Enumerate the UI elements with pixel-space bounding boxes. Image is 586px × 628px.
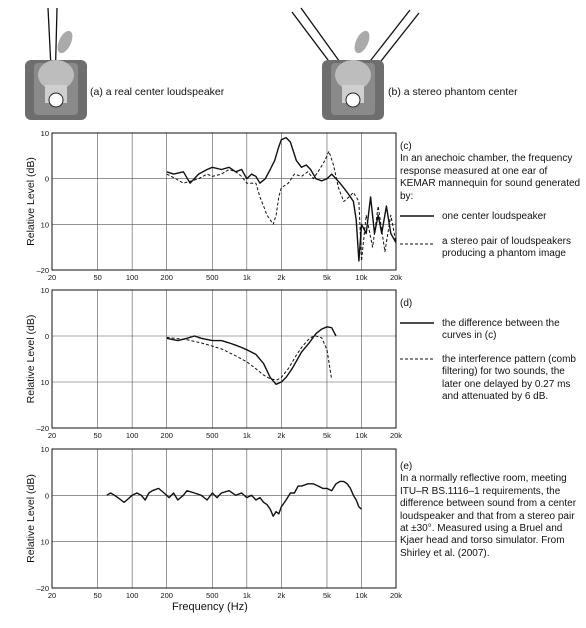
x-tick-label-d-5k: 5k — [323, 431, 331, 440]
x-tick-label-c-20: 20 — [47, 273, 57, 282]
y-tick-label-e-1: 0 — [44, 491, 49, 501]
x-tick-label-c-1k: 1k — [242, 273, 251, 282]
x-axis-title: Frequency (Hz) — [172, 601, 248, 613]
x-tick-label-e-2k: 2k — [277, 591, 286, 600]
x-tick-label-d-20: 20 — [47, 431, 57, 440]
y-axis-title-d: Relative Level (dB) — [25, 314, 37, 404]
y-tick-label-e-2: 10 — [40, 537, 49, 547]
x-tick-label-e-500: 500 — [206, 591, 219, 600]
legend-d-solid-label: the difference between the curves in (c) — [442, 318, 560, 342]
series-d-dashed — [167, 336, 332, 380]
x-tick-label-c-2k: 2k — [277, 273, 286, 282]
person-arm-a — [54, 29, 75, 56]
x-tick-label-c-5k: 5k — [323, 273, 331, 282]
x-tick-label-d-10k: 10k — [355, 431, 368, 440]
y-tick-label-e-0: 10 — [40, 445, 49, 454]
x-tick-label-d-200: 200 — [160, 431, 173, 440]
legend-c-dashed-label: a stereo pair of loudspeakers producing a phantom image — [442, 236, 571, 260]
x-tick-label-d-2k: 2k — [277, 431, 286, 440]
caption-c — [400, 141, 582, 203]
x-tick-label-c-200: 200 — [160, 273, 173, 282]
y-tick-label-d-3: –20 — [36, 424, 49, 433]
x-tick-label-d-1k: 1k — [242, 431, 251, 440]
legend-c-solid-label: one center loudspeaker — [442, 211, 547, 222]
y-tick-label-c-0: 10 — [40, 129, 49, 138]
panel-d — [25, 286, 434, 440]
y-tick-label-d-1: 0 — [44, 332, 49, 341]
x-tick-label-c-20k: 20k — [389, 273, 403, 282]
label-a: (a) a real center loudspeaker — [90, 86, 225, 98]
y-tick-label-c-3: –20 — [36, 266, 49, 275]
y-tick-label-d-2: 10 — [40, 378, 49, 387]
illustration-b — [292, 8, 419, 120]
series-d-solid — [167, 327, 336, 385]
caption-e-text: In a normally reflective room, meeting ITU–R BS.1116–1 requirements, the difference between sound from a center loudspeaker and that from a stereo pair at ±30°. Measured using a Bruel and Kjaer head and torso simulator. From Shirley et al. (2007). — [400, 473, 577, 559]
x-tick-label-d-20k: 20k — [389, 431, 403, 440]
caption-e-letter: (e) — [400, 461, 413, 472]
person-head-b — [346, 93, 360, 107]
x-tick-label-e-1k: 1k — [242, 591, 251, 600]
x-tick-label-d-100: 100 — [125, 431, 139, 440]
label-b: (b) a stereo phantom center — [388, 86, 518, 98]
x-tick-label-e-10k: 10k — [355, 591, 368, 600]
y-axis-title-e: Relative Level (dB) — [25, 474, 37, 563]
x-tick-label-e-50: 50 — [93, 591, 102, 600]
frame-e — [52, 449, 396, 588]
x-tick-label-c-100: 100 — [125, 273, 139, 282]
caption-c-letter: (c) — [400, 141, 412, 152]
y-axis-title-c: Relative Level (dB) — [25, 157, 37, 246]
x-tick-label-e-100: 100 — [125, 591, 139, 600]
x-tick-label-c-10k: 10k — [355, 273, 368, 282]
panel-e — [25, 445, 402, 600]
x-tick-label-e-200: 200 — [160, 591, 173, 600]
x-tick-label-c-50: 50 — [93, 273, 102, 282]
x-tick-label-c-500: 500 — [206, 273, 219, 282]
x-tick-label-e-20: 20 — [47, 591, 57, 600]
panel-c — [25, 129, 434, 282]
illustration-a — [25, 8, 87, 120]
y-tick-label-e-3: –20 — [36, 584, 49, 593]
y-tick-label-d-0: 10 — [40, 286, 49, 295]
x-tick-label-d-50: 50 — [93, 431, 102, 440]
legend-d-dashed-label: the interference pattern (comb filtering) for two sounds, the later one delayed by 0.27 ms and attenuated by 6 dB. — [442, 354, 576, 403]
y-tick-label-c-2: 10 — [40, 220, 49, 230]
caption-c-text: In an anechoic chamber, the frequency response measured at one ear of KEMAR mannequin for sound generated by: — [400, 153, 581, 202]
caption-e — [400, 461, 582, 560]
caption-d-letter: (d) — [400, 298, 413, 309]
person-arm-b — [351, 29, 372, 56]
x-tick-label-e-20k: 20k — [389, 591, 403, 600]
x-tick-label-e-5k: 5k — [323, 591, 331, 600]
y-tick-label-c-1: 0 — [44, 174, 49, 184]
series-e-solid — [107, 481, 362, 516]
x-tick-label-d-500: 500 — [206, 431, 219, 440]
frame-d — [52, 290, 396, 428]
person-head-a — [49, 93, 63, 107]
